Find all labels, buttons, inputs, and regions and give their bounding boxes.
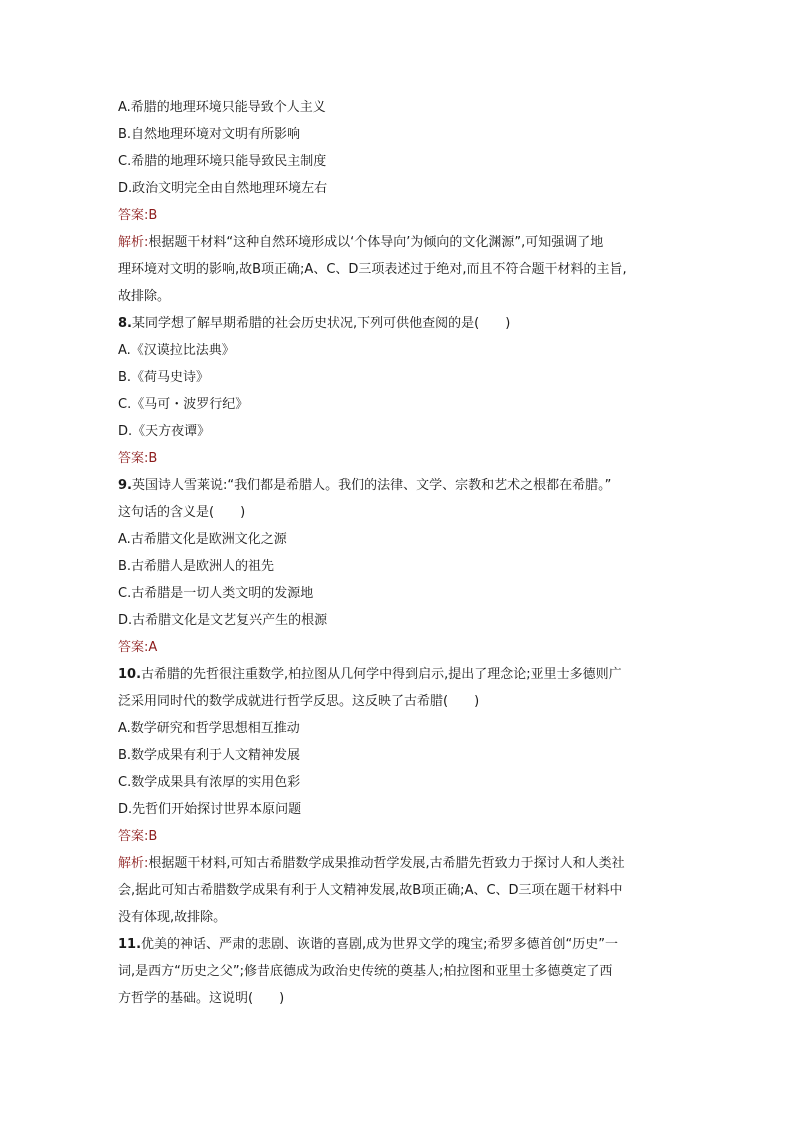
analysis-line-3: 没有体现,故排除。 — [118, 910, 227, 925]
question-number: 10. — [118, 667, 142, 682]
question-text: 英国诗人雪莱说:“我们都是希腊人。我们的法律、文学、宗教和艺术之根都在希腊。” — [131, 478, 612, 493]
analysis-line-3: 故排除。 — [118, 289, 171, 304]
analysis-line-1 — [118, 850, 678, 877]
analysis-line-1 — [118, 229, 678, 256]
option-d: D.先哲们开始探讨世界本原问题 — [118, 802, 302, 817]
question-text: 古希腊的先哲很注重数学,柏拉图从几何学中得到启示,提出了理念论;亚里士多德则广 — [141, 667, 622, 682]
answer-line: 答案:B — [118, 208, 158, 223]
analysis-line-2: 理环境对文明的影响,故B项正确;A、C、D三项表述过于绝对,而且不符合题干材料的主旨, — [118, 262, 627, 277]
option-a: A.古希腊文化是欧洲文化之源 — [118, 532, 287, 547]
option-b: B.自然地理环境对文明有所影响 — [118, 127, 301, 142]
option-b: B.《荷马史诗》 — [118, 370, 210, 385]
answer-line: 答案:B — [118, 451, 158, 466]
option-c: C.古希腊是一切人类文明的发源地 — [118, 586, 314, 601]
question-number: 11. — [118, 937, 142, 952]
option-a: A.数学研究和哲学思想相互推动 — [118, 721, 300, 736]
question-text: 某同学想了解早期希腊的社会历史状况,下列可供他查阅的是( ) — [131, 316, 511, 331]
question-9-stem-cont: 这句话的含义是( ) — [118, 505, 246, 520]
analysis-label: 解析: — [118, 856, 149, 871]
question-number: 9. — [118, 478, 132, 493]
question-8-stem — [118, 310, 678, 337]
option-d: D.《天方夜谭》 — [118, 424, 211, 439]
option-a: A.希腊的地理环境只能导致个人主义 — [118, 100, 326, 115]
question-10-stem-cont: 泛采用同时代的数学成就进行哲学反思。这反映了古希腊( ) — [118, 694, 480, 709]
question-10-stem — [118, 661, 678, 688]
question-11-stem — [118, 931, 678, 958]
option-c: C.数学成果具有浓厚的实用色彩 — [118, 775, 301, 790]
question-text: 优美的神话、严肃的悲剧、诙谐的喜剧,成为世界文学的瑰宝;希罗多德首创“历史”一 — [141, 937, 619, 952]
question-11-stem-cont: 方哲学的基础。这说明( ) — [118, 991, 285, 1006]
document-page — [118, 94, 678, 1012]
analysis-text: 根据题干材料“这种自然环境形成以‘个体导向’为倾向的文化渊源”,可知强调了地 — [148, 235, 604, 250]
analysis-label: 解析: — [118, 235, 149, 250]
question-number: 8. — [118, 316, 132, 331]
question-9-stem — [118, 472, 678, 499]
option-d: D.政治文明完全由自然地理环境左右 — [118, 181, 328, 196]
option-c: C.希腊的地理环境只能导致民主制度 — [118, 154, 327, 169]
answer-line: 答案:B — [118, 829, 158, 844]
option-b: B.数学成果有利于人文精神发展 — [118, 748, 301, 763]
analysis-line-2: 会,据此可知古希腊数学成果有利于人文精神发展,故B项正确;A、C、D三项在题干材料中 — [118, 883, 623, 898]
option-b: B.古希腊人是欧洲人的祖先 — [118, 559, 275, 574]
analysis-text: 根据题干材料,可知古希腊数学成果推动哲学发展,古希腊先哲致力于探讨人和人类社 — [148, 856, 625, 871]
question-11-stem-cont: 词,是西方“历史之父”;修昔底德成为政治史传统的奠基人;柏拉图和亚里士多德奠定了西 — [118, 964, 613, 979]
option-c: C.《马可・波罗行纪》 — [118, 397, 249, 412]
answer-line: 答案:A — [118, 640, 158, 655]
option-d: D.古希腊文化是文艺复兴产生的根源 — [118, 613, 328, 628]
option-a: A.《汉谟拉比法典》 — [118, 343, 235, 358]
